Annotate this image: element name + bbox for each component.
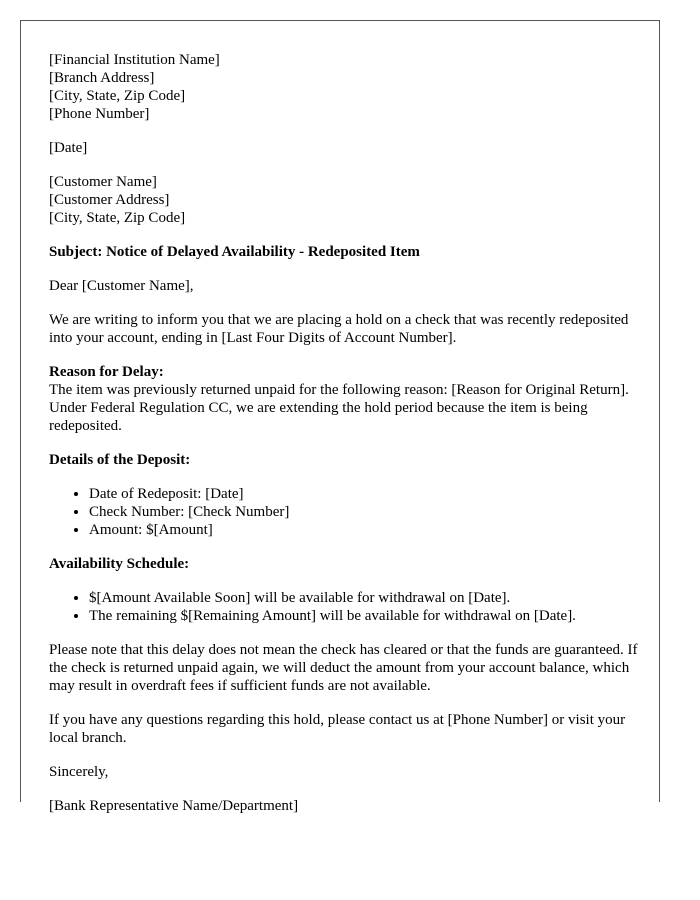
availability-list [49,589,639,625]
availability-heading-block [49,555,639,573]
sender-city-state-zip: [City, State, Zip Code] [49,88,186,104]
reason-block [49,363,639,435]
subject-block [49,243,639,261]
recipient-name: [Customer Name] [49,174,157,190]
deposit-details-heading-block [49,451,639,469]
recipient-address: [Customer Address] [49,192,170,208]
recipient-city-state-zip: [City, State, Zip Code] [49,210,186,226]
recipient-block [49,173,639,227]
availability-heading: Availability Schedule: [49,556,190,572]
reason-text: The item was previously returned unpaid for the following reason: [Reason for Original Return]. Under Federal Regulation CC, we are extending the hold period because the item is being redeposited. [49,382,629,434]
reason-heading: Reason for Delay: [49,364,164,380]
note-block [49,641,639,695]
sender-institution: [Financial Institution Name] [49,52,220,68]
sender-branch-address: [Branch Address] [49,70,155,86]
subject-line: Subject: Notice of Delayed Availability - Redeposited Item [49,244,420,260]
salutation-block [49,277,639,295]
closing-block [49,763,639,781]
letter-body [49,51,639,831]
deposit-details-heading: Details of the Deposit: [49,452,191,468]
list-item: • $[Amount Available Soon] will be available for withdrawal on [Date]. [89,589,639,607]
list-item: • Check Number: [Check Number] [89,503,639,521]
questions-paragraph: If you have any questions regarding this hold, please contact us at [Phone Number] or visit your local branch. [49,712,626,746]
letter-date: [Date] [49,140,88,156]
intro-block [49,311,639,347]
sender-phone: [Phone Number] [49,106,150,122]
note-paragraph: Please note that this delay does not mean the check has cleared or that the funds are guaranteed. If the check is returned unpaid again, we will deduct the amount from your account balance, which may result in overdraft fees if sufficient funds are not available. [49,642,638,694]
salutation: Dear [Customer Name], [49,278,194,294]
closing: Sincerely, [49,764,109,780]
list-item: • The remaining $[Remaining Amount] will be available for withdrawal on [Date]. [89,607,639,625]
list-item: • Date of Redeposit: [Date] [89,485,639,503]
letter-frame [20,20,660,814]
date-block [49,139,639,157]
signature-block [49,797,639,815]
signature: [Bank Representative Name/Department] [49,798,299,814]
list-item: • Amount: $[Amount] [89,521,639,539]
sender-block [49,51,639,123]
intro-paragraph: We are writing to inform you that we are placing a hold on a check that was recently redeposited into your account, ending in [Last Four Digits of Account Number]. [49,312,629,346]
deposit-details-list [49,485,639,539]
questions-block [49,711,639,747]
